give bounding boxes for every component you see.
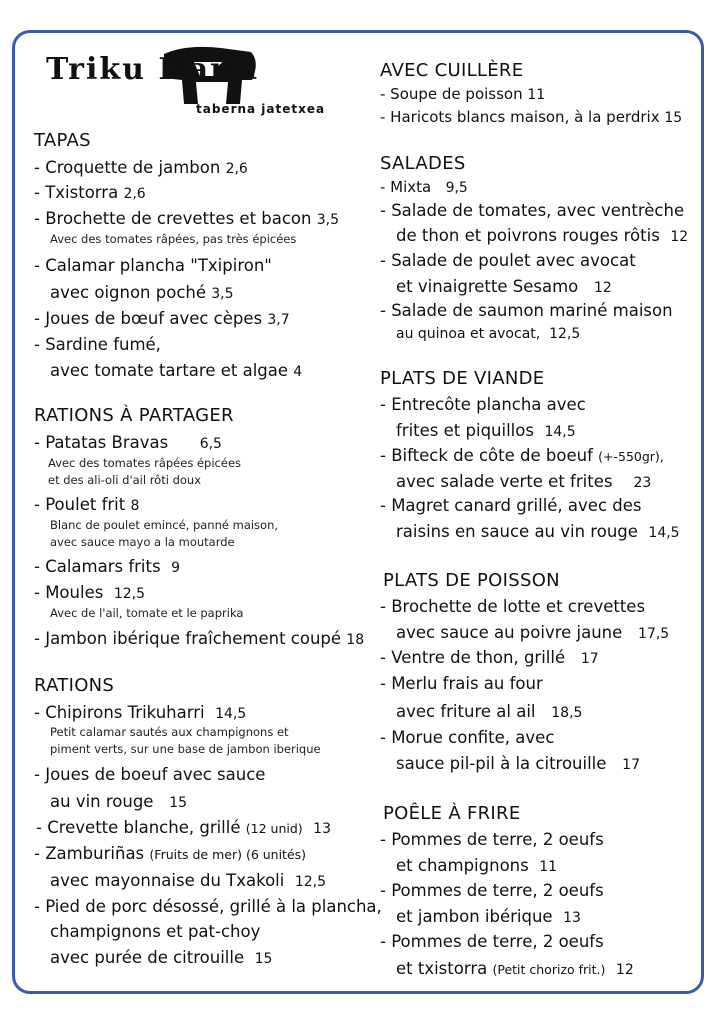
menu-item-cont: et txistorra (Petit chorizo frit.) 12: [396, 959, 634, 978]
brand-subtitle: taberna jatetxea: [196, 102, 326, 116]
menu-item: - Joues de boeuf avec sauce: [34, 765, 266, 784]
menu-item: - Brochette de crevettes et bacon 3,5: [34, 209, 340, 228]
section-cuillere-heading: AVEC CUILLÈRE: [380, 60, 524, 81]
menu-item: - Salade de poulet avec avocat: [380, 251, 636, 270]
item-description: piment verts, sur une base de jambon iberique: [50, 742, 321, 756]
section-rations-heading: RATIONS: [34, 675, 115, 696]
menu-item-cont: avec salade verte et frites 23: [396, 472, 652, 491]
menu-item-cont: de thon et poivrons rouges rôtis 12: [396, 226, 689, 245]
brand-name: Triku Harri: [46, 52, 260, 87]
menu-item: - Salade de tomates, avec ventrèche: [380, 201, 685, 220]
menu-item-cont: sauce pil-pil à la citrouille 17: [396, 754, 640, 773]
menu-item: - Entrecôte plancha avec: [380, 395, 586, 414]
menu-item: - Poulet frit 8: [34, 495, 140, 514]
menu-item: - Soupe de poisson 11: [380, 85, 546, 103]
menu-item: - Chipirons Trikuharri 14,5: [34, 703, 247, 722]
menu-item: - Calamars frits 9: [34, 557, 180, 576]
section-poisson-heading: PLATS DE POISSON: [383, 570, 560, 591]
menu-item: - Morue confite, avec: [380, 728, 555, 747]
menu-item-cont: au vin rouge 15: [50, 792, 188, 811]
menu-item-cont: avec oignon poché 3,5: [50, 283, 234, 302]
menu-item-cont: et vinaigrette Sesamo 12: [396, 277, 612, 296]
menu-item-cont: champignons et pat-choy: [50, 922, 261, 941]
item-description: et des ali-oli d'ail rôti doux: [48, 473, 201, 487]
menu-item-cont: frites et piquillos 14,5: [396, 421, 576, 440]
menu-item: - Zamburiñas (Fruits de mer) (6 unités): [34, 844, 307, 863]
item-description: Avec des tomates râpées, pas très épicées: [50, 232, 297, 246]
menu-item: - Patatas Bravas 6,5: [34, 433, 222, 452]
menu-item: - Sardine fumé,: [34, 335, 161, 354]
menu-item: - Calamar plancha "Txipiron": [34, 256, 272, 275]
menu-item: - Jambon ibérique fraîchement coupé 18: [34, 629, 365, 648]
menu-item: - Joues de bœuf avec cèpes 3,7: [34, 309, 290, 328]
menu-item: - Haricots blancs maison, à la perdrix 15: [380, 108, 683, 126]
menu-item: - Crevette blanche, grillé (12 unid) 13: [36, 818, 331, 837]
section-tapas-heading: TAPAS: [34, 130, 91, 151]
menu-item: - Moules 12,5: [34, 583, 145, 602]
menu-item-cont: avec sauce au poivre jaune 17,5: [396, 623, 670, 642]
section-poele-heading: POÊLE À FRIRE: [383, 803, 521, 824]
menu-item: - Pied de porc désossé, grillé à la plancha,: [34, 897, 382, 916]
menu-item-cont: avec tomate tartare et algae 4: [50, 361, 303, 380]
menu-item-cont: avec purée de citrouille 15: [50, 948, 273, 967]
menu-item-cont: et champignons 11: [396, 856, 558, 875]
menu-item: - Salade de saumon mariné maison: [380, 301, 673, 320]
item-description: Avec des tomates râpées épicées: [48, 456, 242, 470]
item-description: Petit calamar sautés aux champignons et: [50, 725, 289, 739]
menu-item: - Txistorra 2,6: [34, 183, 146, 202]
menu-item-cont: au quinoa et avocat, 12,5: [396, 326, 581, 342]
menu-item: - Magret canard grillé, avec des: [380, 496, 642, 515]
menu-item: - Mixta 9,5: [380, 178, 468, 196]
menu-item: - Ventre de thon, grillé 17: [380, 648, 599, 667]
menu-item: - Merlu frais au four: [380, 674, 543, 693]
menu-item: - Brochette de lotte et crevettes: [380, 597, 646, 616]
menu-item: - Pommes de terre, 2 oeufs: [380, 881, 604, 900]
menu-item: - Pommes de terre, 2 oeufs: [380, 932, 604, 951]
section-rations-partager-heading: RATIONS À PARTAGER: [34, 405, 234, 426]
logo: [46, 40, 326, 118]
menu-item: - Bifteck de côte de boeuf (+-550gr),: [380, 446, 664, 465]
section-viande-heading: PLATS DE VIANDE: [380, 368, 545, 389]
item-description: Avec de l'ail, tomate et le paprika: [50, 606, 244, 620]
section-salades-heading: SALADES: [380, 153, 466, 174]
menu-item: - Croquette de jambon 2,6: [34, 158, 248, 177]
menu-item-cont: avec friture al ail 18,5: [396, 702, 583, 721]
menu-item-cont: raisins en sauce au vin rouge 14,5: [396, 522, 680, 541]
item-description: avec sauce mayo a la moutarde: [50, 535, 235, 549]
menu-item: - Pommes de terre, 2 oeufs: [380, 830, 604, 849]
item-description: Blanc de poulet emincé, panné maison,: [50, 518, 279, 532]
menu-item-cont: avec mayonnaise du Txakoli 12,5: [50, 871, 327, 890]
menu-item-cont: et jambon ibérique 13: [396, 907, 581, 926]
